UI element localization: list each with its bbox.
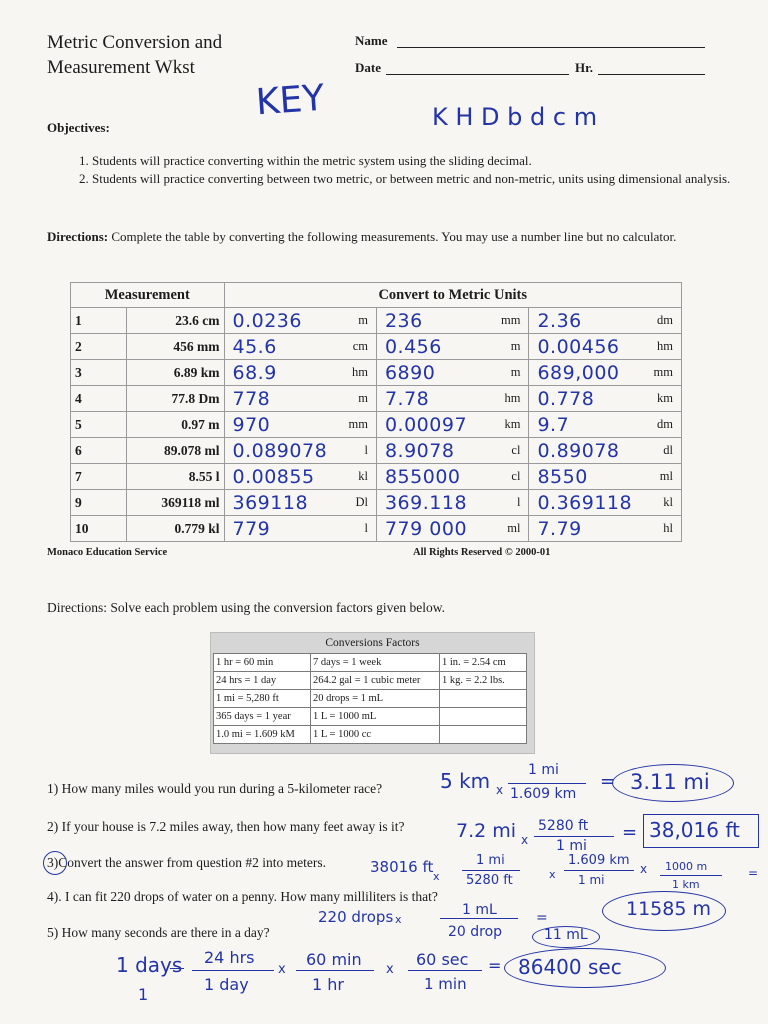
answer-3: 8550 (529, 464, 640, 490)
conversion-factor: 20 drops = 1 mL (311, 690, 440, 708)
date-field[interactable] (386, 74, 569, 75)
directions-label: Directions: (47, 229, 109, 244)
q5-fraction-bar-2 (296, 970, 374, 971)
measurement-value: 0.779 kl (127, 516, 224, 542)
row-number: 10 (71, 516, 127, 542)
answer-1: 778 (224, 386, 335, 412)
unit-1: l (335, 438, 376, 464)
conversion-factor: 24 hrs = 1 day (214, 672, 311, 690)
q2-equals: = (622, 822, 638, 843)
directions-2: Directions: Solve each problem using the conversion factors given below. (47, 600, 446, 615)
q4-numerator: 1 mL (462, 902, 497, 918)
question-3 (47, 855, 326, 871)
unit-3: ml (640, 464, 682, 490)
conversion-factors-title: Conversions Factors (325, 637, 420, 649)
measurement-value: 6.89 km (127, 360, 224, 386)
unit-2: cl (488, 438, 529, 464)
worksheet-title (47, 30, 222, 80)
answer-3: 7.79 (529, 516, 640, 542)
unit-3: dm (640, 308, 682, 334)
q4-fraction-bar (440, 918, 518, 919)
unit-1: cm (335, 334, 376, 360)
q3-times-2: x (549, 868, 556, 881)
q3-times-1: x (433, 870, 440, 883)
row-number: 5 (71, 412, 127, 438)
row-number: 3 (71, 360, 127, 386)
table-row (71, 516, 682, 542)
unit-1: mm (335, 412, 376, 438)
measurement-value: 369118 ml (127, 490, 224, 516)
answer-1: 779 (224, 516, 335, 542)
row-number: 6 (71, 438, 127, 464)
conversion-row (214, 672, 527, 690)
q3-numerator-1: 1 mi (476, 853, 505, 868)
copyright-notice: All Rights Reserved © 2000-01 (413, 547, 551, 558)
q4-equals: = (536, 910, 548, 926)
table-row (71, 464, 682, 490)
answer-2: 0.00097 (376, 412, 487, 438)
unit-2: m (488, 360, 529, 386)
q3-given: 38016 ft (370, 858, 434, 876)
q3-fraction-bar-1 (462, 870, 520, 871)
conversion-factor: 1 hr = 60 min (214, 654, 311, 672)
column-header-measurement: Measurement (71, 283, 225, 308)
conversion-factor: 7 days = 1 week (311, 654, 440, 672)
conversion-factor (440, 690, 527, 708)
conversion-factor: 1 L = 1000 cc (311, 726, 440, 744)
q1-fraction-bar (508, 783, 586, 784)
unit-2: km (488, 412, 529, 438)
table-row (71, 438, 682, 464)
question-1: 1) How many miles would you run during a 5-kilometer race? (47, 781, 383, 796)
name-label: Name (355, 33, 388, 48)
row-number: 2 (71, 334, 127, 360)
q1-answer: 3.11 mi (630, 770, 710, 794)
title-line-2: Measurement Wkst (47, 57, 195, 78)
q3-denominator-2: 1 mi (578, 873, 605, 887)
q5-fraction-bar-1 (192, 970, 274, 971)
unit-2: cl (488, 464, 529, 490)
answer-1: 369118 (224, 490, 335, 516)
question-3-number: 3) (47, 855, 59, 870)
q5-times-1: x (278, 962, 286, 977)
q3-equals: = (748, 866, 759, 880)
q5-denominator-2: 1 hr (312, 975, 344, 994)
conversion-row (214, 690, 527, 708)
q2-answer: 38,016 ft (649, 818, 740, 842)
q5-denominator-3: 1 min (424, 975, 467, 993)
unit-3: hl (640, 516, 682, 542)
q2-times: x (521, 833, 529, 847)
answer-3: 689,000 (529, 360, 640, 386)
answer-1: 0.00855 (224, 464, 335, 490)
answer-1: 970 (224, 412, 335, 438)
publisher-name: Monaco Education Service (47, 547, 168, 558)
row-number: 9 (71, 490, 127, 516)
answer-1: 0.0236 (224, 308, 335, 334)
unit-3: hm (640, 334, 682, 360)
measurement-value: 89.078 ml (127, 438, 224, 464)
question-3-circle (43, 851, 67, 875)
q5-answer: 86400 sec (518, 955, 622, 979)
q4-times: x (395, 913, 402, 926)
q3-denominator-3: 1 km (672, 878, 700, 891)
unit-2: ml (488, 516, 529, 542)
q1-times: x (496, 783, 504, 797)
q3-numerator-2: 1.609 km (568, 853, 630, 868)
answer-2: 236 (376, 308, 487, 334)
answer-2: 369.118 (376, 490, 487, 516)
row-number: 1 (71, 308, 127, 334)
conversion-factor: 1.0 mi = 1.609 kM (214, 726, 311, 744)
unit-1: kl (335, 464, 376, 490)
unit-2: mm (488, 308, 529, 334)
measurement-value: 456 mm (127, 334, 224, 360)
table-row (71, 334, 682, 360)
title-line-1: Metric Conversion and (47, 32, 223, 53)
question-5: 5) How many seconds are there in a day? (47, 925, 270, 940)
table-row (71, 308, 682, 334)
q3-fraction-bar-3 (660, 875, 722, 876)
row-number: 7 (71, 464, 127, 490)
unit-3: mm (640, 360, 682, 386)
q5-denominator-1: 1 day (204, 975, 249, 994)
answer-3: 2.36 (529, 308, 640, 334)
answer-2: 855000 (376, 464, 487, 490)
q3-fraction-bar-2 (564, 870, 634, 871)
measurement-value: 23.6 cm (127, 308, 224, 334)
q1-equals: = (600, 771, 616, 792)
handwritten-key: KEY (254, 77, 326, 124)
question-3-text: Convert the answer from question #2 into meters. (58, 855, 326, 870)
answer-1: 0.089078 (224, 438, 335, 464)
q5-times-2: x (386, 962, 394, 977)
date-label: Date (355, 60, 381, 75)
measurement-value: 77.8 Dm (127, 386, 224, 412)
conversion-factor (440, 708, 527, 726)
q4-answer: 11 mL (544, 927, 588, 943)
q5-fraction-bar-3 (408, 970, 482, 971)
q3-times-3: x (640, 862, 648, 876)
conversion-factor: 1 kg. = 2.2 lbs. (440, 672, 527, 690)
q1-numerator: 1 mi (528, 762, 559, 778)
table-row (71, 360, 682, 386)
answer-3: 0.00456 (529, 334, 640, 360)
question-2: 2) If your house is 7.2 miles away, then how many feet away is it? (47, 819, 405, 834)
q5-dash (170, 968, 184, 969)
answer-1: 68.9 (224, 360, 335, 386)
directions-body: Complete the table by converting the following measurements. You may use a number line but no calculator. (108, 229, 677, 244)
q1-given: 5 km (440, 769, 491, 793)
objective-item: 2. Students will practice converting between two metric, or between metric and non-metric, units using dimensional analysis. (92, 170, 752, 187)
row-number: 4 (71, 386, 127, 412)
answer-2: 779 000 (376, 516, 487, 542)
answer-3: 9.7 (529, 412, 640, 438)
table-row (71, 490, 682, 516)
q2-numerator: 5280 ft (538, 818, 589, 834)
unit-2: m (488, 334, 529, 360)
table-header-row (71, 283, 682, 308)
table-row (71, 386, 682, 412)
conversion-table (70, 282, 682, 542)
q3-denominator-1: 5280 ft (466, 873, 513, 888)
unit-1: hm (335, 360, 376, 386)
q5-given: 1 days (116, 953, 183, 977)
objective-item: 1. Students will practice converting within the metric system using the sliding decimal. (92, 152, 752, 169)
unit-2: l (488, 490, 529, 516)
table-row (71, 412, 682, 438)
q3-numerator-3: 1000 m (665, 860, 708, 873)
q3-answer: 11585 m (626, 898, 711, 920)
conversion-factor (440, 726, 527, 744)
conversion-factor: 1 mi = 5,280 ft (214, 690, 311, 708)
unit-1: l (335, 516, 376, 542)
q1-denominator: 1.609 km (510, 786, 577, 802)
answer-3: 0.369118 (529, 490, 640, 516)
q4-denominator: 20 drop (448, 924, 503, 940)
q2-denominator: 1 mi (556, 838, 587, 854)
objectives-title: Objectives: (47, 120, 110, 135)
unit-1: m (335, 386, 376, 412)
answer-1: 45.6 (224, 334, 335, 360)
directions-text (47, 228, 707, 245)
hr-field[interactable] (598, 74, 705, 75)
conversion-factors-table (213, 653, 527, 744)
q5-given-denominator: 1 (138, 985, 149, 1004)
conversion-factor: 1 L = 1000 mL (311, 708, 440, 726)
question-4: 4). I can fit 220 drops of water on a penny. How many milliliters is that? (47, 889, 438, 904)
answer-2: 8.9078 (376, 438, 487, 464)
conversion-row (214, 726, 527, 744)
q5-numerator-3: 60 sec (416, 950, 469, 969)
q5-numerator-1: 24 hrs (204, 948, 255, 967)
unit-3: kl (640, 490, 682, 516)
unit-1: m (335, 308, 376, 334)
name-field[interactable] (397, 47, 705, 48)
conversion-factor: 365 days = 1 year (214, 708, 311, 726)
unit-1: Dl (335, 490, 376, 516)
conversion-row (214, 654, 527, 672)
unit-3: dl (640, 438, 682, 464)
column-header-convert: Convert to Metric Units (224, 283, 682, 308)
unit-3: dm (640, 412, 682, 438)
q5-numerator-2: 60 min (306, 950, 362, 969)
objectives-list (50, 152, 752, 188)
hr-label: Hr. (575, 60, 593, 75)
q5-equals: = (488, 956, 502, 975)
conversion-factor: 1 in. = 2.54 cm (440, 654, 527, 672)
q2-fraction-bar (534, 836, 614, 837)
q2-given: 7.2 mi (456, 820, 517, 842)
answer-2: 0.456 (376, 334, 487, 360)
answer-2: 7.78 (376, 386, 487, 412)
answer-2: 6890 (376, 360, 487, 386)
unit-2: hm (488, 386, 529, 412)
answer-3: 0.778 (529, 386, 640, 412)
measurement-value: 8.55 l (127, 464, 224, 490)
conversion-factor: 264.2 gal = 1 cubic meter (311, 672, 440, 690)
handwritten-prefix-mnemonic: K H D b d c m (432, 103, 598, 131)
measurement-value: 0.97 m (127, 412, 224, 438)
q4-given: 220 drops (318, 908, 394, 926)
unit-3: km (640, 386, 682, 412)
conversion-row (214, 708, 527, 726)
answer-3: 0.89078 (529, 438, 640, 464)
